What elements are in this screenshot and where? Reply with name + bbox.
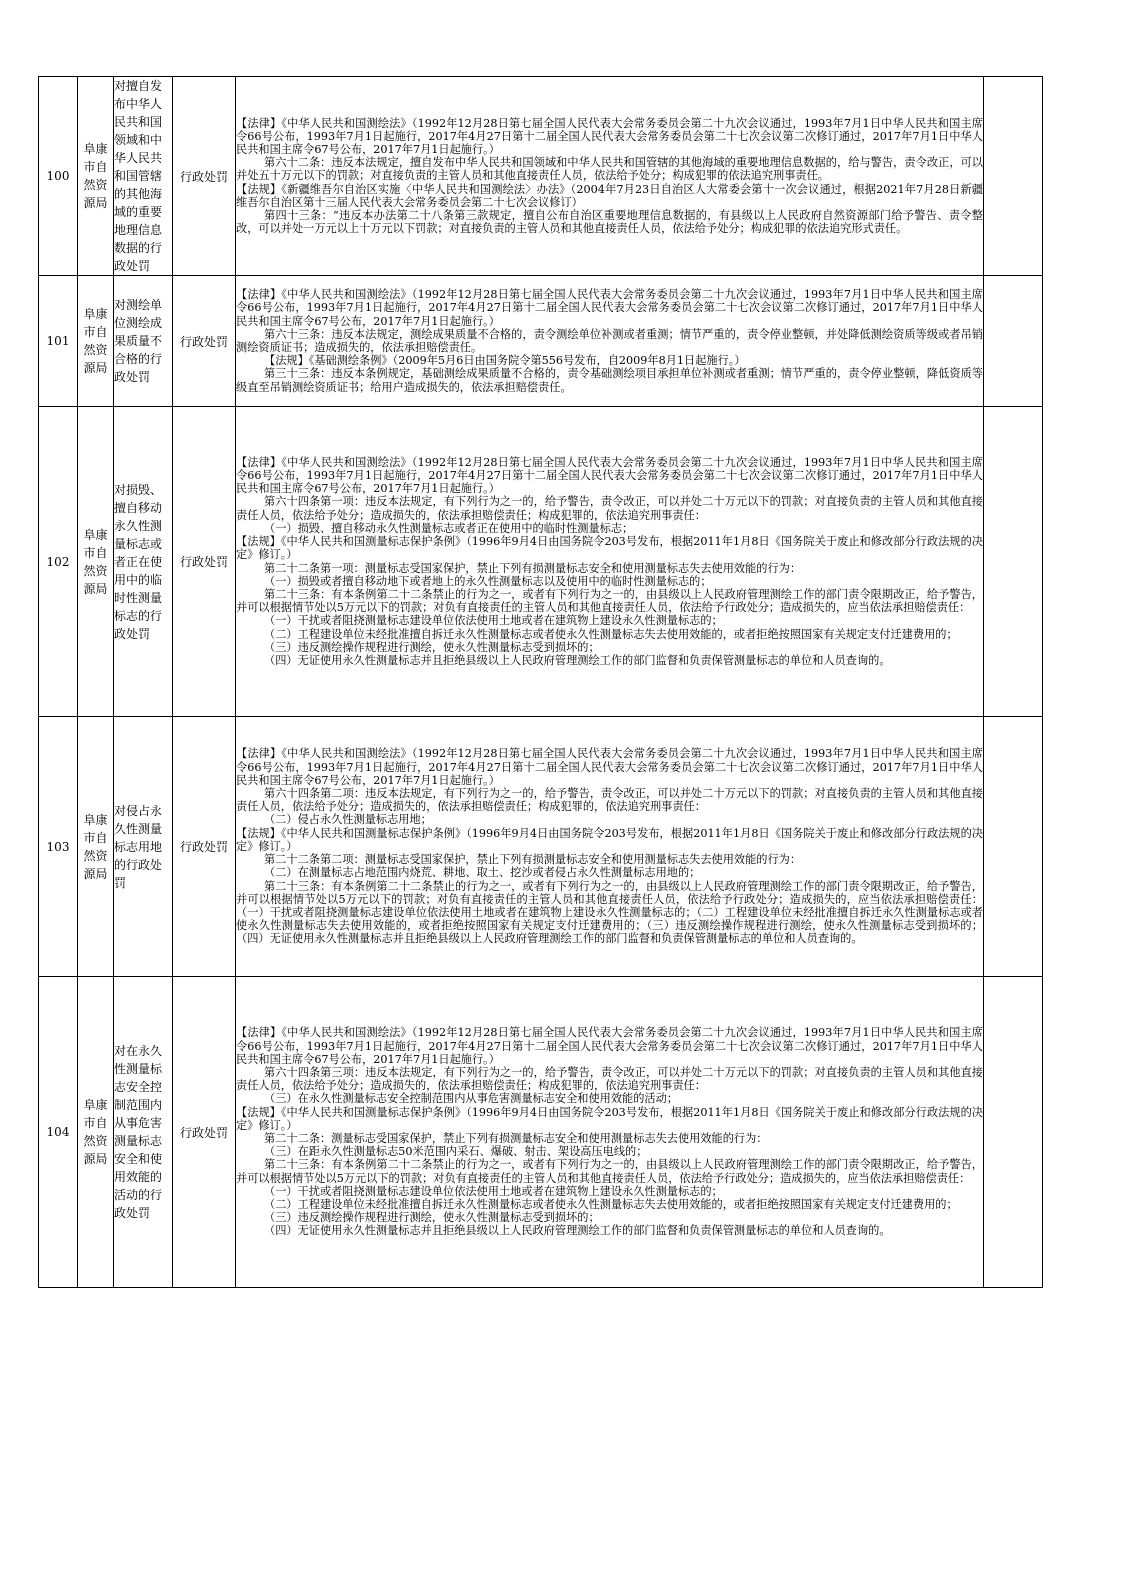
basis-paragraph: 第二十二条第二项：测量标志受国家保护，禁止下列有损测量标志安全和使用测量标志失去使用效能的行为： [264,853,802,867]
basis-paragraph: 【法规】《中华人民共和国测量标志保护条例》（1996年9月4日由国务院令203号发布，根据2011年1月8日《国务院关于废止和修改部分行政法规的决定》修订。） [236,1105,983,1132]
basis-cell [236,717,984,977]
type-cell: 行政处罚 [173,977,236,1288]
type-cell: 行政处罚 [173,276,236,407]
type-cell: 行政处罚 [173,717,236,977]
basis-paragraph: 第二十三条：有本条例第二十二条禁止的行为之一，或者有下列行为之一的，由县级以上人民政府管理测绘工作的部门责令限期改正，给予警告，并可以根据情节处以5万元以下的罚款；对负有直接责任的主管人员和其他直接责任人员，依法给予行政处分；造成损失的，应当依法承担赔偿责任：（一）干扰或者阻挠测量标志建设单位依法使用土地或者在建筑物上建设永久性测量标志的；（二）工程建设单位未经批准擅自拆迁永久性测量标志或者使永久性测量标志失去使用效能的，或者拒绝按照国家有关规定支付迁建费用的；（三）违反测绘操作规程进行测绘，使永久性测量标志受到损坏的；（四）无证使用永久性测量标志并且拒绝县级以上人民政府管理测绘工作的部门监督和负责保管测量标志的单位和人员查询的。 [236,879,983,946]
basis-paragraph: 第四十三条：“违反本办法第二十八条第三款规定，擅自公布自治区重要地理信息数据的，有县级以上人民政府自然资源部门给予警告、责令整改，可以并处一万元以上十万元以下罚款；对直接负责的主管人员和其他直接责任人员，依法给予处分；构成犯罪的依法追究形式责任。 [236,209,983,236]
agency-cell: 阜康市自然资源局 [78,276,114,407]
basis-paragraph: 第二十二条第一项：测量标志受国家保护，禁止下列有损测量标志安全和使用测量标志失去使用效能的行为： [264,561,802,575]
row-number: 100 [39,77,78,276]
item-cell: 对在永久性测量标志安全控制范围内从事危害测量标志安全和使用效能的活动的行政处罚 [114,977,173,1288]
basis-cell [236,977,984,1288]
basis-paragraph: （三）在距永久性测量标志50米范围内采石、爆破、射击、架设高压电线的； [264,1145,648,1159]
basis-paragraph: （三）在永久性测量标志安全控制范围内从事危害测量标志安全和使用效能的活动； [264,1092,678,1106]
row-number: 103 [39,717,78,977]
basis-paragraph: 【法律】《中华人民共和国测绘法》（1992年12月28日第七届全国人民代表大会常务委员会第二十九次会议通过，1993年7月1日中华人民共和国主席令66号公布，1993年7月1日起施行，2017年4月27日第十二届全国人民代表大会常务委员会第二十七次会议第二次修订通过，2017年7月1日中华人民共和国主席令67号公布，2017年7月1日起施行。） [236,1026,983,1066]
note-cell [984,407,1043,717]
table-row [39,407,1043,717]
item-cell: 对测绘单位测绘成果质量不合格的行政处罚 [114,276,173,407]
basis-paragraph: 【法规】《新疆维吾尔自治区实施〈中华人民共和国测绘法〉办法》（2004年7月23日自治区人大常委会第十一次会议通过，根据2021年7月28日新疆维吾尔自治区第十三届人民代表大会常务委员会第二十七次会议修订） [236,182,983,209]
type-cell: 行政处罚 [173,77,236,276]
basis-cell [236,276,984,407]
basis-paragraph: （一）损毁或者擅自移动地下或者地上的永久性测量标志以及使用中的临时性测量标志的； [264,574,712,588]
agency-cell: 阜康市自然资源局 [78,407,114,717]
basis-paragraph: （三）违反测绘操作规程进行测绘，使永久性测量标志受到损坏的； [264,640,600,654]
item-cell: 对损毁、擅自移动永久性测量标志或者正在使用中的临时性测量标志的行政处罚 [114,407,173,717]
note-cell [984,717,1043,977]
basis-paragraph: （一）干扰或者阻挠测量标志建设单位依法使用土地或者在建筑物上建设永久性测量标志的； [264,614,723,628]
basis-paragraph: （二）工程建设单位未经批准擅自拆迁永久性测量标志或者使永久性测量标志失去使用效能的，或者拒绝按照国家有关规定支付迁建费用的； [264,1198,958,1212]
row-number: 104 [39,977,78,1288]
agency-cell: 阜康市自然资源局 [78,77,114,276]
basis-paragraph: 第二十二条：测量标志受国家保护，禁止下列有损测量标志安全和使用测量标志失去使用效能的行为： [264,1132,768,1145]
basis-paragraph: （一）损毁、擅自移动永久性测量标志或者正在使用中的临时性测量标志； [264,521,634,535]
basis-paragraph: 第六十四条第一项：违反本法规定，有下列行为之一的，给予警告，责令改正，可以并处二十万元以下的罚款；对直接负责的主管人员和其他直接责任人员，依法给予处分；造成损失的，依法承担赔偿责任；构成犯罪的，依法追究刑事责任： [236,495,983,522]
basis-paragraph: （二）工程建设单位未经批准擅自拆迁永久性测量标志或者使永久性测量标志失去使用效能的，或者拒绝按照国家有关规定支付迁建费用的； [264,627,958,641]
basis-paragraph: 【法律】《中华人民共和国测绘法》（1992年12月28日第七届全国人民代表大会常务委员会第二十九次会议通过，1993年7月1日中华人民共和国主席令66号公布，1993年7月1日起施行，2017年4月27日第十二届全国人民代表大会常务委员会第二十七次会议第二次修订通过，2017年7月1日中华人民共和国主席令67号公布，2017年7月1日起施行。） [236,116,983,156]
row-number: 101 [39,276,78,407]
basis-paragraph: 第三十三条：违反本条例规定，基础测绘成果质量不合格的，责令基础测绘项目承担单位补测或者重测；情节严重的，责令停业整顿，降低资质等级直至吊销测绘资质证书；给用户造成损失的，依法承担赔偿责任。 [236,367,983,394]
table-row [39,977,1043,1288]
basis-paragraph: 第二十三条：有本条例第二十二条禁止的行为之一，或者有下列行为之一的，由县级以上人民政府管理测绘工作的部门责令限期改正，给予警告，并可以根据情节处以5万元以下的罚款；对负有直接责任的主管人员和其他直接责任人员，依法给予行政处分；造成损失的，应当依法承担赔偿责任： [236,587,983,615]
note-cell [984,276,1043,407]
basis-paragraph: （四）无证使用永久性测量标志并且拒绝县级以上人民政府管理测绘工作的部门监督和负责保管测量标志的单位和人员查询的。 [264,1224,891,1238]
basis-cell [236,407,984,717]
basis-paragraph: 第二十三条：有本条例第二十二条禁止的行为之一，或者有下列行为之一的，由县级以上人民政府管理测绘工作的部门责令限期改正，给予警告，并可以根据情节处以5万元以下的罚款；对负有直接责任的主管人员和其他直接责任人员，依法给予行政处分；造成损失的，应当依法承担赔偿责任： [236,1158,983,1185]
agency-cell: 阜康市自然资源局 [78,717,114,977]
row-number: 102 [39,407,78,717]
basis-paragraph: 【法规】《基础测绘条例》（2009年5月6日由国务院令第556号发布，自2009年8月1日起施行。） [264,354,746,368]
basis-paragraph: （二）侵占永久性测量标志用地； [264,813,432,827]
basis-paragraph: 第六十四条第三项：违反本法规定，有下列行为之一的，给予警告，责令改正，可以并处二十万元以下的罚款；对直接负责的主管人员和其他直接责任人员，依法给予处分；造成损失的，依法承担赔偿责任；构成犯罪的，依法追究刑事责任： [236,1065,983,1093]
note-cell [984,977,1043,1288]
agency-cell: 阜康市自然资源局 [78,977,114,1288]
basis-paragraph: 【法律】《中华人民共和国测绘法》（1992年12月28日第七届全国人民代表大会常务委员会第二十九次会议通过，1993年7月1日中华人民共和国主席令66号公布，1993年7月1日起施行，2017年4月27日第十二届全国人民代表大会常务委员会第二十七次会议第二次修订通过，2017年7月1日中华人民共和国主席令67号公布，2017年7月1日起施行。） [236,747,983,787]
item-cell: 对侵占永久性测量标志用地的行政处罚 [114,717,173,977]
penalty-table [38,76,1043,1288]
basis-paragraph: （二）在测量标志占地范围内烧荒、耕地、取土、挖沙或者侵占永久性测量标志用地的； [264,866,701,880]
basis-paragraph: （一）干扰或者阻挠测量标志建设单位依法使用土地或者在建筑物上建设永久性测量标志的； [264,1184,723,1198]
item-cell: 对擅自发布中华人民共和国领域和中华人民共和国管辖的其他海域的重要地理信息数据的行政处罚 [114,77,173,276]
basis-paragraph: （三）违反测绘操作规程进行测绘，使永久性测量标志受到损坏的； [264,1211,600,1225]
note-cell [984,77,1043,276]
basis-paragraph: 第六十二条：违反本法规定，擅自发布中华人民共和国领域和中华人民共和国管辖的其他海域的重要地理信息数据的，给与警告，责令改正，可以并处五十万元以下的罚款；对直接负责的主管人员和其他直接责任人员，依法给予处分；构成犯罪的依法追究刑事责任。 [236,156,983,183]
basis-paragraph: （四）无证使用永久性测量标志并且拒绝县级以上人民政府管理测绘工作的部门监督和负责保管测量标志的单位和人员查询的。 [264,653,891,667]
basis-paragraph: 【法律】《中华人民共和国测绘法》（1992年12月28日第七届全国人民代表大会常务委员会第二十九次会议通过，1993年7月1日中华人民共和国主席令66号公布，1993年7月1日起施行，2017年4月27日第十二届全国人民代表大会常务委员会第二十七次会议第二次修订通过，2017年7月1日中华人民共和国主席令67号公布，2017年7月1日起施行。） [236,455,983,496]
type-cell: 行政处罚 [173,407,236,717]
table-row [39,77,1043,276]
basis-paragraph: 【法规】《中华人民共和国测量标志保护条例》（1996年9月4日由国务院令203号发布，根据2011年1月8日《国务院关于废止和修改部分行政法规的决定》修订。） [236,826,983,853]
basis-paragraph: 【法律】《中华人民共和国测绘法》（1992年12月28日第七届全国人民代表大会常务委员会第二十九次会议通过，1993年7月1日中华人民共和国主席令66号公布，1993年7月1日起施行，2017年4月27日第十二届全国人民代表大会常务委员会第二十七次会议第二次修订通过，2017年7月1日中华人民共和国主席令67号公布，2017年7月1日起施行。） [236,288,983,328]
table-row [39,276,1043,407]
basis-paragraph: 第六十三条：违反本法规定，测绘成果质量不合格的，责令测绘单位补测或者重测；情节严重的，责令停业整顿，并处降低测绘资质等级或者吊销测绘资质证书；造成损失的，依法承担赔偿责任。 [236,327,983,354]
basis-paragraph: 第六十四条第二项：违反本法规定，有下列行为之一的，给予警告，责令改正，可以并处二十万元以下的罚款；对直接负责的主管人员和其他直接责任人员，依法给予处分；造成损失的，依法承担赔偿责任；构成犯罪的，依法追究刑事责任： [236,787,983,814]
basis-cell [236,77,984,276]
basis-paragraph: 【法规】《中华人民共和国测量标志保护条例》（1996年9月4日由国务院令203号发布，根据2011年1月8日《国务院关于废止和修改部分行政法规的决定》修订。） [236,535,983,562]
table-row [39,717,1043,977]
